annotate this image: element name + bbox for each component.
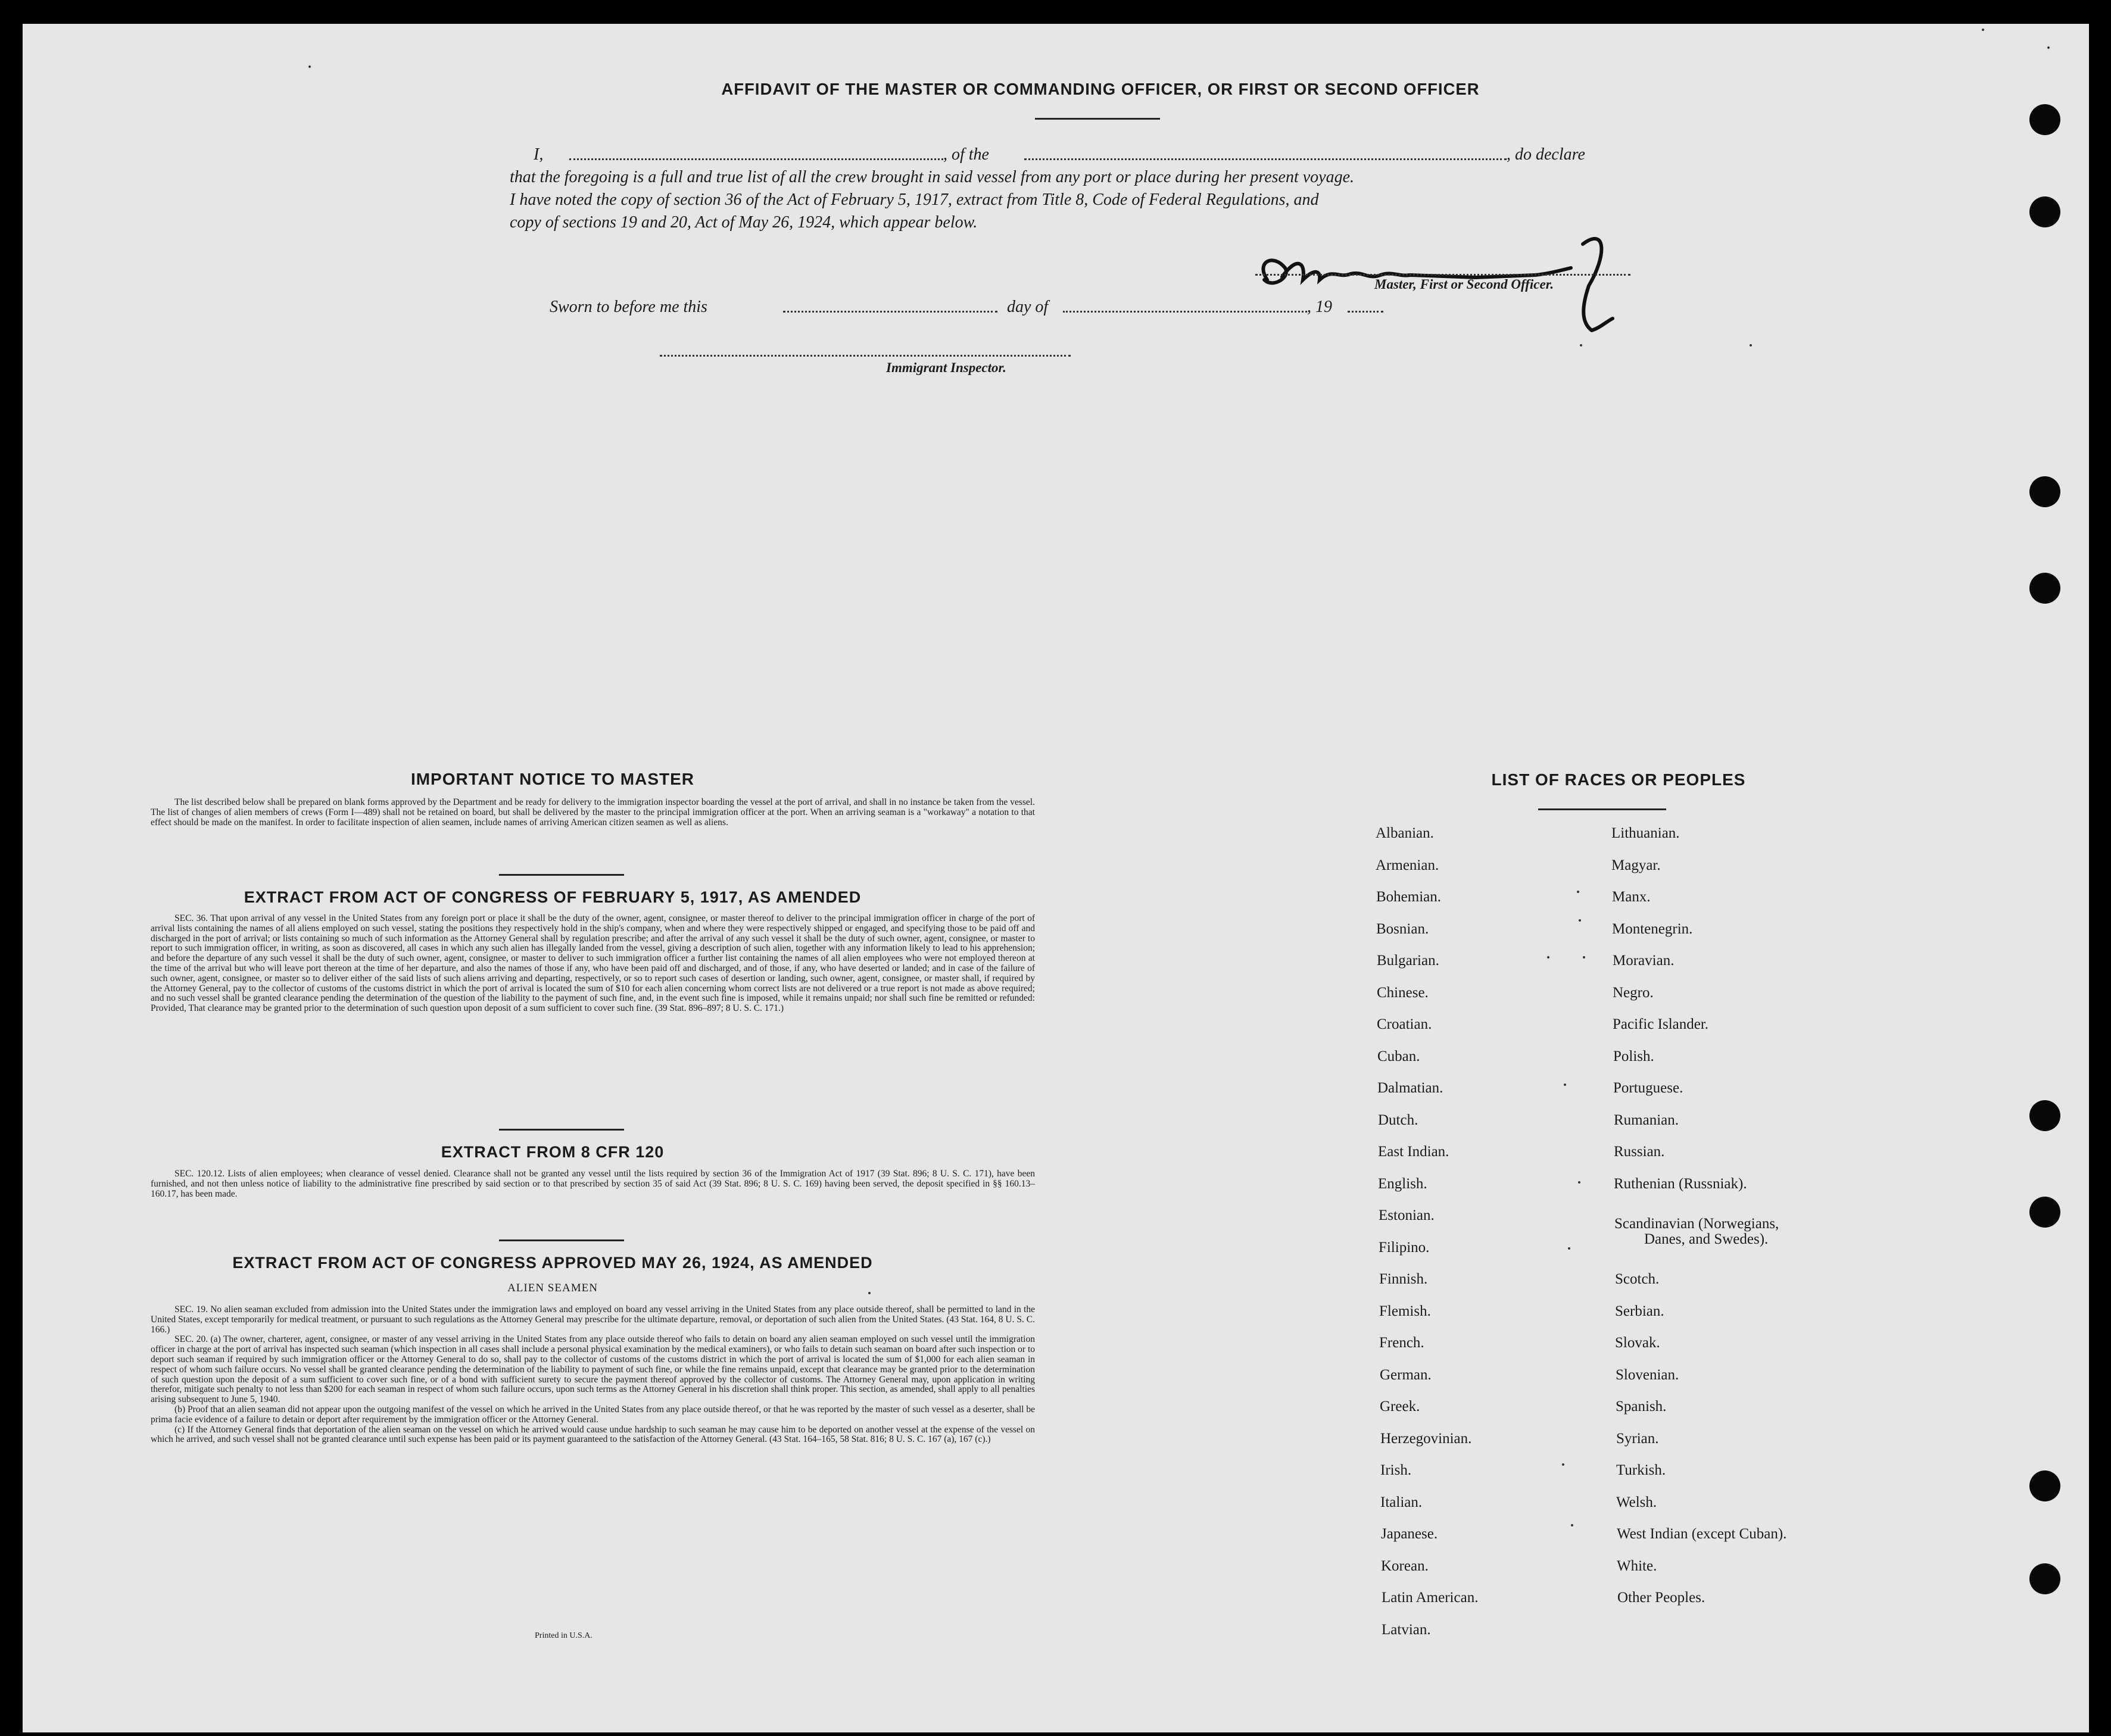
- speck: [1578, 1181, 1580, 1184]
- extract-1917-body: [151, 914, 1035, 1014]
- sec-20c-paragraph: (c) If the Attorney General finds that deportation of the alien seaman on the vessel on which he arrived would cause undue hardship to such seaman he may cause him to be deported on another vessel at the expense of the vessel on which he arrived, and such vessel shall not be granted clearance until such expense has been paid or its payment guaranteed to the satisfaction of the Attorney General. (43 Stat. 164–165, 58 Stat. 816; 8 U. S. C. 167 (a), 167 (c).): [151, 1424, 1035, 1445]
- sec-20a-paragraph: SEC. 20. (a) The owner, charterer, agent, consignee, or master of any vessel arriving in the United States from any place outside thereof who fails to detain on board any alien seaman employed on such vessel until the immigration officer in charge at the port of arrival has inspected such seaman (which inspection in all cases shall include a personal physical examination by the medical examiners), or who fails to detain such seaman on board after such inspection or to deport such seaman if required by such immigration officer or the Attorney General to do so, shall pay to the collector of customs of the customs district in which the port of arrival is located the sum of $1,000 for each alien seaman in respect of whom such failure occurs. No vessel shall be granted clearance pending the determination of the liability to payment of such fine, or while the fine remains unpaid, except that clearance may be granted prior to the determination of such question upon the deposit of a sum sufficient to cover such fine, or of a bond with sufficient surety to secure the payment thereof approved by the collector of customs. The Attorney General may, upon application in writing therefor, mitigate such penalty to not less than $200 for each seaman in respect of whom such failure occurs, upon such terms as the Attorney General in his discretion shall think proper. This section, as amended, shall apply to all penalties arising subsequent to June 5, 1940.: [151, 1334, 1035, 1405]
- race-item: Irish.: [1380, 1462, 1412, 1478]
- race-item: Scandinavian (Norwegians,: [1614, 1216, 1779, 1232]
- race-item: Latvian.: [1382, 1622, 1431, 1638]
- extract-cfr-divider: [499, 1239, 624, 1241]
- speck: [1577, 891, 1579, 893]
- race-item: Albanian.: [1376, 825, 1434, 841]
- inspector-caption: Immigrant Inspector.: [886, 360, 1006, 375]
- race-item: Japanese.: [1381, 1526, 1438, 1542]
- speck: [1562, 1463, 1564, 1466]
- binder-hole: [2029, 1197, 2060, 1228]
- master-caption: Master, First or Second Officer.: [1374, 277, 1554, 292]
- affidavit-i: I,: [534, 145, 544, 164]
- race-item: Greek.: [1380, 1398, 1420, 1415]
- extract-1917-paragraph: SEC. 36. That upon arrival of any vessel in the United States from any foreign port or place it shall be the duty of the owner, agent, consignee, or master thereof to deliver to the principal immigration officer in charge of the port of arrival lists containing the names of all aliens employed on such vessel, stating the positions they respectively hold in the ship's company, when and where they were respectively shipped or engaged, and specifying those to be paid off and discharged in the port of arrival; or lists containing so much of such information as the Attorney General shall by regulation prescribe; and after the arrival of any such vessel it shall be the duty of such owner, agent, consignee, or master to report to such immigration officer, in writing, as soon as discovered, all cases in which any such alien has illegally landed from the vessel, giving a description of such alien, together with any information likely to lead to his apprehension; and before the departure of any such vessel it shall be the duty of such owner, agent, consignee, or master to deliver to such immigration officer a further list containing the names of all alien employees who were not employed thereon at the time of the arrival but who will leave port thereon at the time of her departure, and also the names of those if any, who have been paid off and discharged, and of those, if any, who have deserted or landed; and in case of the failure of such owner, agent, consignee, or master so to deliver either of the said lists of such aliens arriving and departing, respectively, or so to report such cases of desertion or landing, such owner, agent, consignee, or master shall, if required by the Attorney General, pay to the collector of customs of the customs district in which the port of arrival is located the sum of $10 for each alien concerning whom correct lists are not delivered or a true report is not made as above required; and no such vessel shall be granted clearance pending the determination of the question of the liability to the payment of such fine, and, in the event such fine is imposed, while it remains unpaid; nor shall such fine be remitted or refunded: Provided, That clearance may be granted prior to the determination of such question upon deposit of a sum sufficient to cover such fine. (39 Stat. 896–897; 8 U. S. C. 171.): [151, 913, 1035, 1014]
- race-item: Scotch.: [1615, 1271, 1660, 1287]
- race-item: Estonian.: [1379, 1207, 1435, 1223]
- race-item: Syrian.: [1616, 1431, 1659, 1447]
- race-item: Russian.: [1614, 1144, 1665, 1160]
- race-item: Pacific Islander.: [1613, 1016, 1709, 1032]
- race-item: Spanish.: [1616, 1398, 1667, 1415]
- binder-hole: [2029, 1100, 2060, 1131]
- printed-in-usa: Printed in U.S.A.: [535, 1631, 593, 1640]
- speck: [308, 65, 311, 68]
- binder-hole: [2029, 573, 2060, 604]
- race-item: West Indian (except Cuban).: [1617, 1526, 1787, 1542]
- race-item: Magyar.: [1611, 857, 1661, 873]
- race-item: Cuban.: [1377, 1048, 1420, 1064]
- race-item: Armenian.: [1376, 857, 1439, 873]
- affidavit-line-3: I have noted the copy of section 36 of the Act of February 5, 1917, extract from Title 8, Code of Federal Regulations, and: [510, 191, 1319, 209]
- race-item: English.: [1378, 1176, 1427, 1192]
- extract-1924-body: [151, 1305, 1035, 1445]
- extract-1924-subtitle: ALIEN SEAMEN: [507, 1282, 598, 1294]
- extract-cfr-body: [151, 1169, 1035, 1199]
- race-item: Italian.: [1380, 1494, 1423, 1510]
- extract-1917-divider: [499, 1129, 624, 1131]
- race-item: Flemish.: [1379, 1303, 1431, 1319]
- race-item: Montenegrin.: [1612, 921, 1693, 937]
- sworn-year-blank: [1348, 311, 1383, 313]
- race-item: Filipino.: [1379, 1239, 1430, 1256]
- race-item: French.: [1379, 1335, 1424, 1351]
- race-item: Herzegovinian.: [1380, 1431, 1472, 1447]
- speck: [1568, 1247, 1570, 1250]
- affidavit-title-rule: [1035, 118, 1160, 120]
- speck: [1579, 919, 1581, 922]
- races-title: LIST OF RACES OR PEOPLES: [1491, 770, 1746, 789]
- race-item: Turkish.: [1616, 1462, 1666, 1478]
- race-item: Finnish.: [1379, 1271, 1428, 1287]
- binder-hole: [2029, 1563, 2060, 1594]
- race-item: Other Peoples.: [1617, 1590, 1705, 1606]
- race-item: Portuguese.: [1613, 1080, 1683, 1096]
- race-item: White.: [1617, 1558, 1657, 1574]
- speck: [1583, 956, 1585, 958]
- inspector-signature-line: [660, 355, 1071, 357]
- notice-divider: [499, 874, 624, 876]
- race-item: Latin American.: [1382, 1590, 1479, 1606]
- race-item: Dutch.: [1378, 1112, 1418, 1128]
- speck: [868, 1292, 871, 1294]
- race-item: Slovenian.: [1616, 1367, 1679, 1383]
- extract-1917-title: EXTRACT FROM ACT OF CONGRESS OF FEBRUARY 5, 1917, AS AMENDED: [244, 888, 862, 906]
- notice-body: [151, 798, 1035, 828]
- race-item: Negro.: [1613, 985, 1654, 1001]
- speck: [1547, 956, 1549, 958]
- binder-hole: [2029, 476, 2060, 507]
- race-item: German.: [1380, 1367, 1432, 1383]
- affidavit-do-declare: , do declare: [1507, 145, 1585, 164]
- speck: [1750, 344, 1752, 346]
- sworn-day-blank: [783, 311, 997, 313]
- binder-hole: [2029, 196, 2060, 227]
- extract-cfr-title: EXTRACT FROM 8 CFR 120: [441, 1143, 665, 1161]
- affidavit-of-the: , of the: [943, 145, 989, 164]
- race-item: Polish.: [1613, 1048, 1654, 1064]
- race-item: Bosnian.: [1376, 921, 1429, 937]
- race-item: Danes, and Swedes).: [1644, 1231, 1769, 1247]
- speck: [1982, 29, 1984, 31]
- extract-cfr-paragraph: SEC. 120.12. Lists of alien employees; when clearance of vessel denied. Clearance shall not be granted any vessel until the lists required by section 36 of the Immigration Act of 1917 (39 Stat. 896; 8 U. S. C. 171), have been furnished, and not then unless notice of liability to the administrative fine prescribed by said section or to that prescribed by section 35 of said Act (39 Stat. 896; 8 U. S. C. 169) having been served, the deposit specified in §§ 160.13–160.17, has been made.: [151, 1169, 1035, 1199]
- race-item: Croatian.: [1377, 1016, 1432, 1032]
- binder-hole: [2029, 104, 2060, 135]
- races-title-rule: [1538, 808, 1666, 810]
- race-item: Serbian.: [1615, 1303, 1664, 1319]
- speck: [2047, 46, 2050, 49]
- speck: [1571, 1524, 1573, 1526]
- sec-19-paragraph: SEC. 19. No alien seaman excluded from admission into the United States under the immigration laws and employed on board any vessel arriving in the United States from any place outside thereof, shall be permitted to land in the United States, except temporarily for medical treatment, or pursuant to such regulations as the Attorney General may prescribe for the ultimate departure, removal, or deportation of such alien from the United States. (43 Stat. 164, 8 U. S. C. 166.): [151, 1304, 1035, 1335]
- race-item: Rumanian.: [1614, 1112, 1679, 1128]
- race-item: Korean.: [1381, 1558, 1429, 1574]
- race-item: Moravian.: [1613, 953, 1675, 969]
- extract-1924-title: EXTRACT FROM ACT OF CONGRESS APPROVED MAY 26, 1924, AS AMENDED: [232, 1254, 873, 1272]
- race-item: Bulgarian.: [1377, 953, 1439, 969]
- affidavit-line-2: that the foregoing is a full and true list of all the crew brought in said vessel from any port or place during her present voyage.: [510, 168, 1355, 186]
- speck: [1564, 1084, 1566, 1086]
- affidavit-title: AFFIDAVIT OF THE MASTER OR COMMANDING OFFICER, OR FIRST OR SECOND OFFICER: [721, 80, 1480, 98]
- race-item: Bohemian.: [1376, 889, 1442, 905]
- vessel-blank: [1024, 158, 1507, 160]
- speck: [1580, 344, 1582, 346]
- race-item: East Indian.: [1378, 1144, 1449, 1160]
- race-item: Dalmatian.: [1377, 1080, 1443, 1096]
- affidavit-line-4: copy of sections 19 and 20, Act of May 26, 1924, which appear below.: [510, 213, 978, 232]
- sworn-year: , 19: [1307, 298, 1332, 316]
- document-page: [23, 24, 2089, 1732]
- race-item: Welsh.: [1616, 1494, 1657, 1510]
- race-item: Ruthenian (Russniak).: [1614, 1176, 1747, 1192]
- binder-hole: [2029, 1470, 2060, 1501]
- sec-20b-paragraph: (b) Proof that an alien seaman did not appear upon the outgoing manifest of the vessel on which he arrived in the United States from any place outside thereof, or that he was reported by the master of such vessel as a deserter, shall be prima facie evidence of a failure to detain or deport after requirement by the immigration officer or the Attorney General.: [151, 1404, 1035, 1425]
- race-item: Manx.: [1612, 889, 1651, 905]
- name-blank: [569, 158, 943, 160]
- notice-paragraph: The list described below shall be prepared on blank forms approved by the Department and be ready for delivery to the immigration inspector boarding the vessel at the port of arrival, and shall in no instance be taken from the vessel. The list of changes of alien members of crews (Form I—489) shall not be retained on board, but shall be delivered by the master to the principal immigration officer at the port. When an arriving seaman is a "workaway" a notation to that effect should be made on the manifest. In order to facilitate inspection of alien seamen, include names of arriving American citizen seamen as well as aliens.: [151, 797, 1035, 828]
- race-item: Lithuanian.: [1611, 825, 1680, 841]
- race-item: Slovak.: [1615, 1335, 1660, 1351]
- sworn-day-of: day of: [1007, 298, 1049, 316]
- sworn-month-blank: [1063, 311, 1307, 313]
- notice-title: IMPORTANT NOTICE TO MASTER: [410, 770, 695, 788]
- sworn-prefix: Sworn to before me this: [550, 298, 707, 316]
- race-item: Chinese.: [1377, 985, 1429, 1001]
